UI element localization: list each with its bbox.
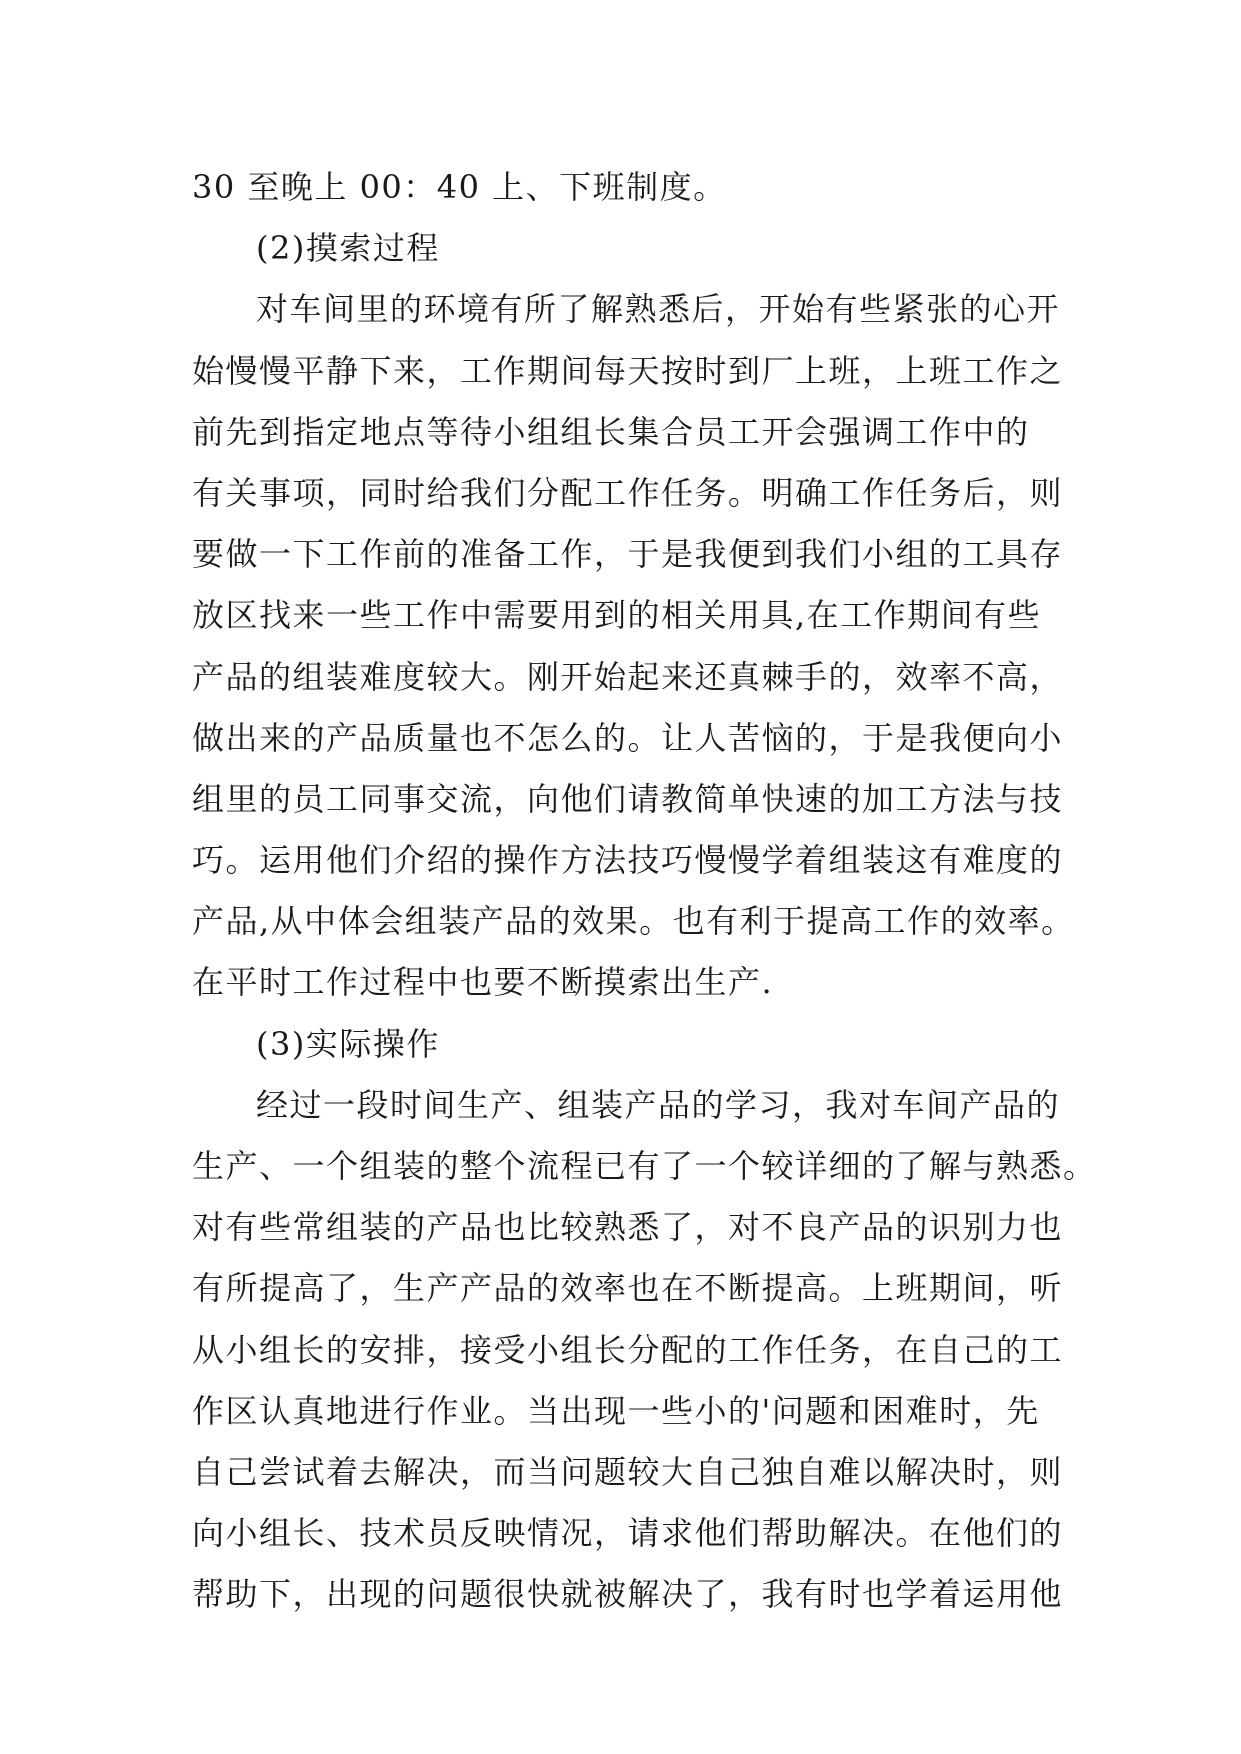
text-line: 30 至晚上 00：40 上、下班制度。 bbox=[192, 168, 727, 206]
text-line: 自己尝试着去解决，而当问题较大自己独自难以解决时，则 bbox=[192, 1452, 1064, 1491]
text-line: 有所提高了，生产产品的效率也在不断提高。上班期间，听 bbox=[192, 1269, 1064, 1308]
body-text bbox=[192, 157, 1097, 1626]
text-line: 要做一下工作前的准备工作，于是我便到我们小组的工具存 bbox=[192, 535, 1064, 574]
text-line: 对车间里的环境有所了解熟悉后，开始有些紧张的心开 bbox=[256, 290, 1061, 329]
text-line: 帮助下，出现的问题很快就被解决了，我有时也学着运用他 bbox=[192, 1575, 1064, 1614]
text-line: 组里的员工同事交流，向他们请教简单快速的加工方法与技 bbox=[192, 779, 1064, 818]
text-line: 生产、一个组装的整个流程已有了一个较详细的了解与熟悉。 bbox=[192, 1147, 1097, 1185]
text-line: 产品的组装难度较大。刚开始起来还真棘手的，效率不高， bbox=[192, 657, 1064, 696]
section-heading: (3)实际操作 bbox=[256, 1024, 440, 1063]
text-line: 在平时工作过程中也要不断摸索出生产. bbox=[192, 963, 774, 1002]
text-line: 巧。运用他们介绍的操作方法技巧慢慢学着组装这有难度的 bbox=[192, 841, 1064, 880]
text-line: 产品,从中体会组装产品的效果。也有利于提高工作的效率。 bbox=[192, 902, 1075, 941]
text-line: 从小组长的安排，接受小组长分配的工作任务，在自己的工 bbox=[192, 1330, 1064, 1369]
text-line: 向小组长、技术员反映情况，请求他们帮助解决。在他们的 bbox=[192, 1514, 1064, 1553]
text-line: 做出来的产品质量也不怎么的。让人苦恼的，于是我便向小 bbox=[192, 718, 1064, 757]
text-line: 对有些常组装的产品也比较熟悉了，对不良产品的识别力也 bbox=[192, 1208, 1064, 1247]
text-line: 前先到指定地点等待小组组长集合员工开会强调工作中的 bbox=[192, 412, 1030, 451]
section-heading: (2)摸索过程 bbox=[256, 229, 440, 268]
text-line: 放区找来一些工作中需要用到的相关用具,在工作期间有些 bbox=[192, 596, 1042, 635]
text-line: 经过一段时间生产、组装产品的学习，我对车间产品的 bbox=[256, 1085, 1061, 1124]
text-line: 有关事项，同时给我们分配工作任务。明确工作任务后，则 bbox=[192, 473, 1064, 512]
text-line: 始慢慢平静下来，工作期间每天按时到厂上班，上班工作之 bbox=[192, 351, 1064, 390]
text-line: 作区认真地进行作业。当出现一些小的'问题和困难时，先 bbox=[192, 1391, 1040, 1430]
